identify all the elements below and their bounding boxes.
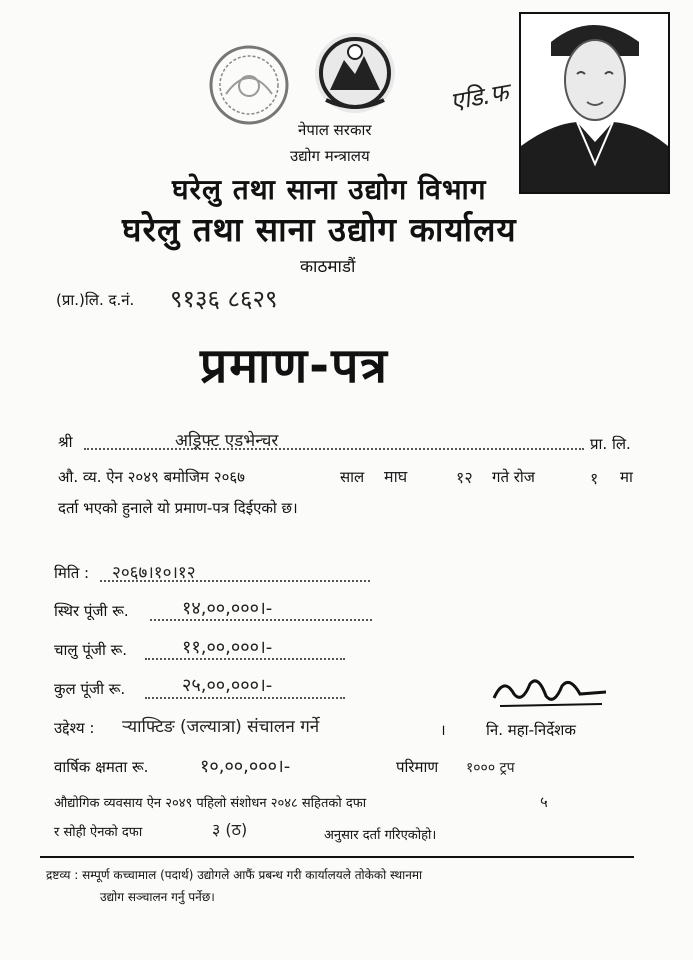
working-capital-label: चालु पूंजी रू. [54, 641, 128, 659]
company-suffix: प्रा. लि. [590, 435, 631, 453]
reference-number: ९१३६ ८६२९ [170, 285, 278, 313]
date-label: मिति : [54, 564, 90, 582]
nepal-emblem-icon [312, 30, 394, 112]
department-title: घरेलु तथा साना उद्योग विभाग [172, 173, 487, 206]
stamp-seal-icon [206, 42, 288, 124]
note-divider [40, 856, 634, 858]
office-title: घरेलु तथा साना उद्योग कार्यालय [122, 210, 517, 249]
certificate-title: प्रमाण-पत्र [200, 338, 389, 394]
signatory-title: नि. महा-निर्देशक [486, 721, 576, 739]
photo-signature: एडि.फ [448, 78, 511, 116]
company-name-line [84, 436, 584, 450]
month-value: माघ [384, 467, 408, 486]
issuance-statement: दर्ता भएको हुनाले यो प्रमाण-पत्र दिईएको छ। [58, 499, 298, 517]
government-label: नेपाल सरकार [298, 121, 372, 139]
industrial-act-line: औद्योगिक व्यवसाय ऐन २०४९ पहिलो संशोधन २०४८ सहितको दफा [54, 796, 367, 811]
date-value: २०६७।१०।१२ [112, 563, 196, 583]
objective-value: र्‍याफ्टिङ (जल्यात्रा) संचालन गर्ने [122, 717, 320, 737]
capacity-value: १०,००,०००।- [200, 756, 291, 777]
note-line-1: द्रष्टव्य : सम्पूर्ण कच्चामाल (पदार्थ) उद्योगले आफैं प्रबन्ध गरी कार्यालयले तोकेको स्थानमा [46, 868, 423, 882]
weekday-value: १ [590, 469, 599, 488]
capacity-label: वार्षिक क्षमता रू. [54, 758, 149, 776]
act-line-two-end: अनुसार दर्ता गरिएकोहो। [324, 828, 437, 843]
reference-label: (प्रा.)लि. द.नं. [56, 291, 135, 309]
quantity-value: १००० ट्रप [466, 760, 515, 776]
objective-end: । [440, 721, 446, 739]
quantity-label: परिमाण [396, 758, 439, 776]
director-signature-icon [490, 670, 610, 714]
objective-label: उद्देश्य : [54, 719, 95, 737]
total-capital-label: कुल पूंजी रू. [54, 680, 126, 698]
fixed-capital-value: १४,००,०००।- [182, 598, 273, 619]
fixed-capital-label: स्थिर पूंजी रू. [54, 602, 129, 620]
act-section: ५ [540, 793, 548, 811]
company-name: अड्रिफ्ट एडभेन्चर [175, 431, 279, 451]
year-label: साल [340, 468, 365, 486]
day-value: १२ [456, 468, 473, 487]
working-capital-value: ११,००,०००।- [182, 637, 273, 658]
line2-end: मा [620, 468, 633, 486]
note-line-2: उद्योग सञ्चालन गर्नु पर्नेछ। [100, 890, 215, 904]
city-label: काठमाडौं [300, 257, 356, 277]
day-label: गते रोज [492, 468, 535, 486]
shree-label: श्री [58, 433, 73, 451]
act-reference-line: औ. व्य. ऐन २०४९ बमोजिम २०६७ [58, 468, 245, 486]
total-capital-value: २५,००,०००।- [182, 675, 273, 696]
applicant-photo [519, 12, 670, 194]
ministry-label: उद्योग मन्त्रालय [290, 147, 370, 165]
act-line-two-section: ३ (ठ) [212, 820, 248, 839]
act-line-two: र सोही ऐनको दफा [54, 825, 143, 840]
